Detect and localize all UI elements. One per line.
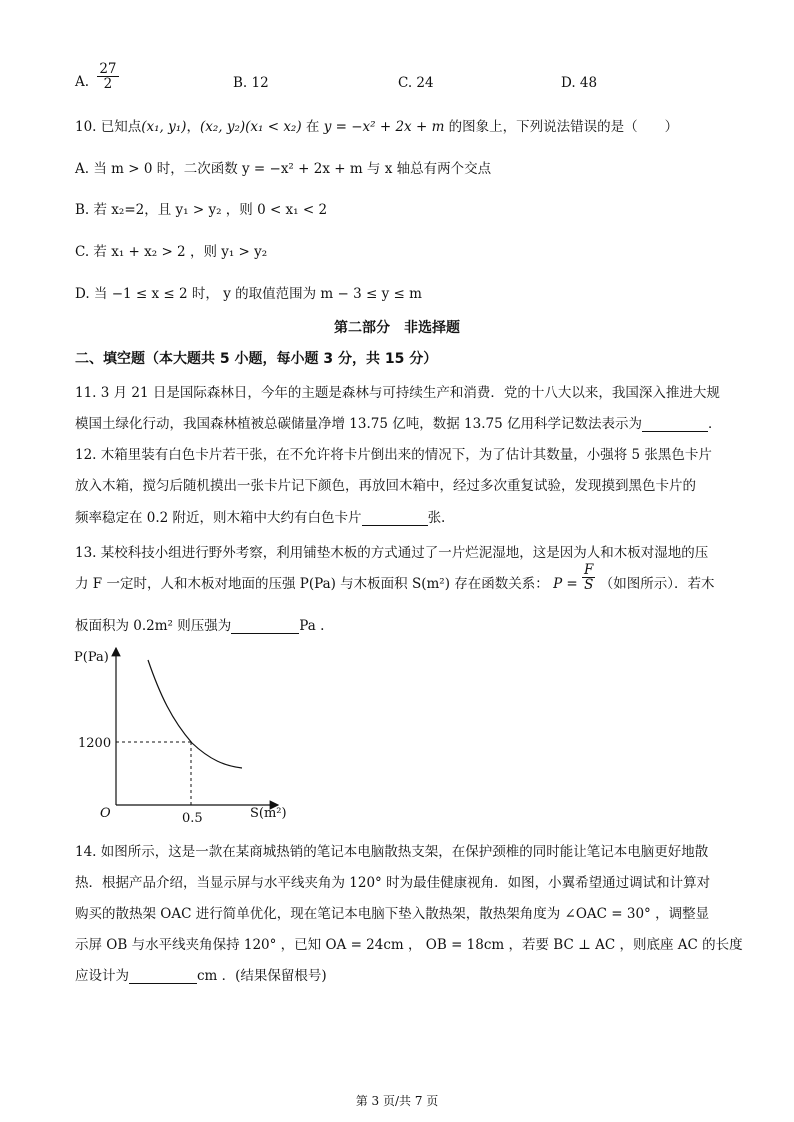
q14-line-1: 14. 如图所示，这是一款在某商城热销的笔记本电脑散热支架，在保护颈椎的同时能让笔记本电脑更好地散 xyxy=(75,844,709,860)
q13-formula-fraction xyxy=(582,563,595,592)
q11-answer-blank[interactable] xyxy=(642,431,708,432)
q13-line-2-pre: 力 F 一定时，人和木板对地面的压强 P(Pa) 与木板面积 S(m²) 存在函数关系： xyxy=(75,576,549,592)
x-axis-label: S(m²) xyxy=(250,806,287,821)
q13-formula-lhs: P = xyxy=(553,576,578,592)
q9-option-c: C. 24 xyxy=(398,75,434,91)
fraction-denominator: S xyxy=(584,577,594,593)
q14-line-5-end: cm ．(结果保留根号) xyxy=(197,968,327,984)
q12-line-3-end: 张. xyxy=(427,510,446,526)
q10-stem-post: 的图象上，下列说法错误的是（ ） xyxy=(448,119,679,135)
hyperbola-curve xyxy=(148,660,242,768)
q12-line-3-text: 频率稳定在 0.2 附近，则木箱中大约有白色卡片 xyxy=(75,510,362,526)
q9-option-d: D. 48 xyxy=(561,75,598,91)
q9-option-a xyxy=(75,61,119,93)
q10-option-b: B. 若 x₂=2，且 y₁ > y₂ ，则 0 < x₁ < 2 xyxy=(75,202,328,218)
q9-option-a-fraction xyxy=(97,62,118,91)
q11-line-2 xyxy=(75,412,721,432)
q13-answer-blank[interactable] xyxy=(231,633,299,634)
y-tick-label: 1200 xyxy=(78,736,112,751)
q12-answer-blank[interactable] xyxy=(362,525,428,526)
q13-line-3-end: Pa . xyxy=(299,618,325,634)
q14-line-4: 示屏 OB 与水平线夹角保持 120° ，已知 OA = 24cm ， OB = 18cm ，若要 BC ⊥ AC ，则底座 AC 的长度 xyxy=(75,937,743,953)
q10-stem-pre: 10. 已知点 xyxy=(75,119,142,135)
q12-line-2: 放入木箱，搅匀后随机摸出一张卡片记下颜色，再放回木箱中，经过多次重复试验，发现摸到黑色卡片的 xyxy=(75,478,696,494)
fraction-numerator: 27 xyxy=(99,61,117,77)
q10-option-a: A. 当 m > 0 时，二次函数 y = −x² + 2x + m 与 x 轴总有两个交点 xyxy=(75,161,492,177)
q12-line-3 xyxy=(75,506,445,526)
q10-separator: ， xyxy=(186,119,200,135)
q10-point-1: (x₁, y₁) xyxy=(141,119,187,135)
y-axis-label: P(Pa) xyxy=(74,650,109,665)
q12-line-1: 12. 木箱里装有白色卡片若干张，在不允许将卡片倒出来的情况下，为了估计其数量，小强将 5 张黑色卡片 xyxy=(75,447,712,463)
q11-line-2-text: 模国土绿化行动，我国森林植被总碳储量净增 13.75 亿吨，数据 13.75 亿用科学记数法表示为 xyxy=(75,416,642,432)
q14-answer-blank[interactable] xyxy=(129,983,197,984)
pressure-area-graph xyxy=(60,640,290,825)
q10-stem xyxy=(75,115,678,135)
q14-line-3: 购买的散热架 OAC 进行简单优化，现在笔记本电脑下垫入散热架，散热架角度为 ∠OAC = 30° ，调整显 xyxy=(75,906,710,922)
fraction-numerator: F xyxy=(584,561,594,578)
q14-line-5 xyxy=(75,964,327,984)
q13-line-2 xyxy=(75,561,715,593)
page-footer: 第 3 页/共 7 页 xyxy=(355,1094,439,1108)
q10-option-d: D. 当 −1 ≤ x ≤ 2 时， y 的取值范围为 m − 3 ≤ y ≤ m xyxy=(75,286,422,302)
q10-stem-mid: 在 xyxy=(305,119,320,135)
x-tick-label: 0.5 xyxy=(182,811,203,825)
q13-line-3 xyxy=(75,614,324,634)
q10-function: y = −x² + 2x + m xyxy=(323,119,445,135)
q13-line-3-text: 板面积为 0.2m² 则压强为 xyxy=(75,618,232,634)
q11-line-1: 11. 3 月 21 日是国际森林日，今年的主题是森林与可持续生产和消费．党的十八大以来，我国深入推进大规 xyxy=(75,385,720,401)
section-title: 二、填空题（本大题共 5 小题，每小题 3 分，共 15 分） xyxy=(75,351,438,367)
q11-line-2-end: ． xyxy=(707,416,722,432)
q13-line-2-post: （如图所示）．若木 xyxy=(599,576,715,592)
origin-label: O xyxy=(100,806,111,821)
q13-line-1: 13. 某校科技小组进行野外考察，利用铺垫木板的方式通过了一片烂泥湿地，这是因为人和木板对湿地的压 xyxy=(75,545,709,561)
q9-option-a-label: A. xyxy=(75,74,90,91)
part2-title: 第二部分 非选择题 xyxy=(334,320,460,336)
q14-line-5-text: 应设计为 xyxy=(75,968,129,984)
q14-line-2: 热．根据产品介绍，当显示屏与水平线夹角为 120° 时为最佳健康视角．如图，小翼希望通过调试和计算对 xyxy=(75,875,711,891)
q10-point-2: (x₂, y₂)(x₁ < x₂) xyxy=(199,119,302,135)
fraction-denominator: 2 xyxy=(103,76,113,93)
q10-option-c: C. 若 x₁ + x₂ > 2 ，则 y₁ > y₂ xyxy=(75,244,268,260)
q9-option-b: B. 12 xyxy=(233,75,269,91)
